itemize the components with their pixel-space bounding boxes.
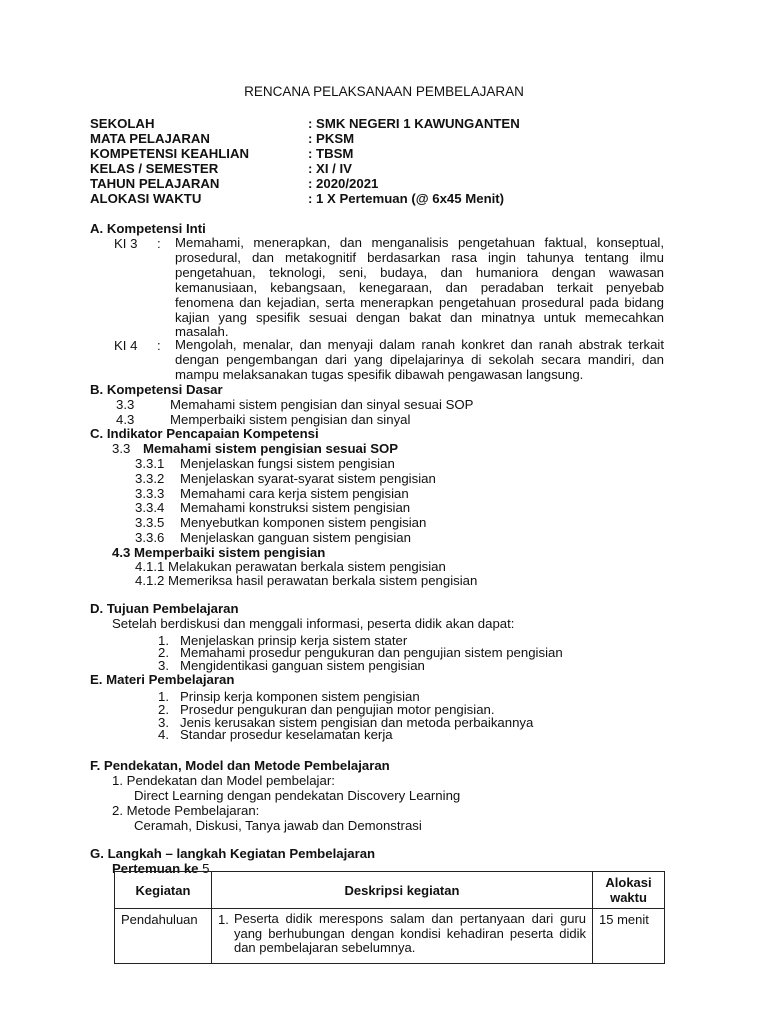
indicator-group-number: 3.3 (112, 441, 131, 456)
table-cell-time: 15 menit (593, 909, 665, 964)
section-d-heading: D. Tujuan Pembelajaran (90, 601, 239, 616)
kd-number: 3.3 (116, 397, 135, 412)
section-f-heading: F. Pendekatan, Model dan Metode Pembelajaran (90, 758, 390, 773)
list-number: 3. (158, 715, 169, 730)
list-number: 2. (158, 645, 169, 660)
indicator-text: Menyebutkan komponen sistem pengisian (180, 515, 427, 530)
approach-value: Direct Learning dengan pendekatan Discovery Learning (134, 788, 461, 803)
table-header-description: Deskripsi kegiatan (211, 872, 592, 909)
document-title: RENCANA PELAKSANAAN PEMBELAJARAN (244, 84, 524, 99)
meeting-label-text: Pertemuan ke (112, 861, 199, 876)
indicator-number: 3.3.2 (135, 471, 165, 486)
description-text: Peserta didik merespons salam dan pertanyaan dari guru yang berhubungan dengan kondisi kehadiran peserta didik dan pembelajaran sebelumnya. (233, 911, 587, 955)
list-item: Prosedur pengukuran dan pengujian motor pengisian. (180, 702, 495, 717)
indicator-group-title: 4.3 Memperbaiki sistem pengisian (112, 545, 326, 560)
method-value: Ceramah, Diskusi, Tanya jawab dan Demonstrasi (134, 818, 422, 833)
list-number: 4. (158, 727, 169, 742)
indicator-text: Memahami konstruksi sistem pengisian (180, 500, 411, 515)
indicator-text: Menjelaskan syarat-syarat sistem pengisian (180, 471, 436, 486)
table-row (115, 909, 665, 964)
list-number: 2. (158, 702, 169, 717)
identity-value: : 1 X Pertemuan (@ 6x45 Menit) (308, 191, 505, 206)
identity-value: : PKSM (308, 131, 355, 146)
method-label: 2. Metode Pembelajaran: (112, 803, 260, 818)
table-cell-activity: Pendahuluan (115, 909, 212, 964)
identity-label: KELAS / SEMESTER (90, 161, 219, 176)
list-item: Prinsip kerja komponen sistem pengisian (180, 689, 420, 704)
indicator-number: 3.3.4 (135, 500, 165, 515)
list-item: Mengidentikasi ganguan sistem pengisian (180, 658, 425, 673)
description-number: 1. (217, 912, 229, 927)
indicator-text: Menjelaskan ganguan sistem pengisian (180, 530, 411, 545)
kd-text: Memperbaiki sistem pengisian dan sinyal (170, 412, 411, 427)
identity-label: ALOKASI WAKTU (90, 191, 202, 206)
objectives-intro: Setelah berdiskusi dan menggali informasi, peserta didik akan dapat: (112, 616, 515, 631)
identity-value: : 2020/2021 (308, 176, 379, 191)
table-cell-description (211, 909, 592, 964)
ki3-text: Memahami, menerapkan, dan menganalisis pengetahuan faktual, konseptual, prosedural, dan metakognitif berdasarkan rasa ingin tahunya tentang ilmu pengetahuan, teknologi, seni, budaya, dan humaniora dengan wawasan kemanusiaan, kebangsaan, kenegaraan, dan peradaban terkait penyebab fenomena dan kejadian, serta menerapkan pengetahuan prosedural pada bidang kajian yang spesifik sesuai dengan bakat dan minatnya untuk memecahkan masalah. (175, 235, 664, 340)
section-b-heading: B. Kompetensi Dasar (90, 382, 223, 397)
ki4-text: Mengolah, menalar, dan menyaji dalam ranah konkret dan ranah abstrak terkait dengan pengembangan dari yang dipelajarinya di sekolah secara mandiri, dan mampu melaksanakan tugas spesifik dibawah pengawasan langsung. (175, 337, 664, 382)
ki3-label: KI 3 (114, 236, 138, 251)
section-e-heading: E. Materi Pembelajaran (90, 672, 235, 687)
list-number: 1. (158, 689, 169, 704)
section-c-heading: C. Indikator Pencapaian Kompetensi (90, 426, 319, 441)
approach-label: 1. Pendekatan dan Model pembelajar: (112, 773, 335, 788)
indicator-number: 3.3.3 (135, 486, 165, 501)
section-a-heading: A. Kompetensi Inti (90, 221, 206, 236)
list-item: Memahami prosedur pengukuran dan pengujian sistem pengisian (180, 645, 563, 660)
ki4-colon: : (157, 338, 161, 353)
section-g-heading: G. Langkah – langkah Kegiatan Pembelajaran (90, 846, 376, 861)
list-number: 1. (158, 633, 169, 648)
meeting-number: 5 (202, 861, 210, 876)
identity-label: KOMPETENSI KEAHLIAN (90, 146, 249, 161)
table-header-row (115, 872, 665, 909)
indicator-text: Menjelaskan fungsi sistem pengisian (180, 456, 395, 471)
table-header-activity: Kegiatan (115, 872, 212, 909)
identity-label: TAHUN PELAJARAN (90, 176, 220, 191)
kd-number: 4.3 (116, 412, 135, 427)
indicator-number: 3.3.1 (135, 456, 165, 471)
indicator-text: Memahami cara kerja sistem pengisian (180, 486, 409, 501)
indicator-text: 4.1.1 Melakukan perawatan berkala sistem pengisian (135, 559, 446, 574)
list-item: Jenis kerusakan sistem pengisian dan metoda perbaikannya (180, 715, 534, 730)
indicator-number: 3.3.5 (135, 515, 165, 530)
identity-value: : TBSM (308, 146, 354, 161)
identity-value: : XI / IV (308, 161, 352, 176)
identity-label: MATA PELAJARAN (90, 131, 210, 146)
list-number: 3. (158, 658, 169, 673)
kd-text: Memahami sistem pengisian dan sinyal sesuai SOP (170, 397, 474, 412)
ki3-colon: : (157, 236, 161, 251)
indicator-text: 4.1.2 Memeriksa hasil perawatan berkala sistem pengisian (135, 573, 478, 588)
indicator-group-title: Memahami sistem pengisian sesuai SOP (143, 441, 399, 456)
identity-value: : SMK NEGERI 1 KAWUNGANTEN (308, 116, 520, 131)
table-header-time: Alokasi waktu (593, 872, 665, 909)
identity-label: SEKOLAH (90, 116, 155, 131)
list-item: Standar prosedur keselamatan kerja (180, 727, 393, 742)
ki4-label: KI 4 (114, 338, 138, 353)
list-item: Menjelaskan prinsip kerja sistem stater (180, 633, 408, 648)
indicator-number: 3.3.6 (135, 530, 165, 545)
activity-table (114, 871, 665, 964)
